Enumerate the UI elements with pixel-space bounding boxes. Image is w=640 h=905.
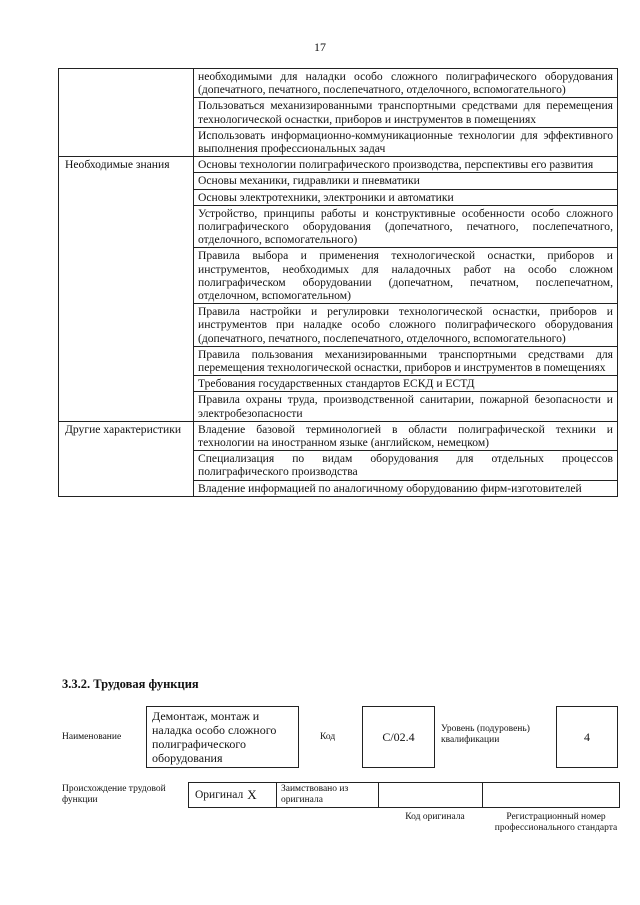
name-value: Демонтаж, монтаж и наладка особо сложного полиграфического оборудования — [146, 706, 299, 768]
row-text: Владение информацией по аналогичному оборудованию фирм-изготовителей — [194, 480, 618, 496]
origin-label: Происхождение трудовой функции — [62, 784, 166, 805]
origin-row — [188, 782, 620, 808]
row-text: Правила настройки и регулировки технологической оснастки, приборов и инструментов при наладке особо сложного полиграфического оборудования (допечатного, печатного, послепечатного, отделочного, вспомогательного) — [194, 304, 618, 347]
table-row — [59, 69, 618, 98]
row-text: Правила охраны труда, производственной санитарии, пожарной безопасности и электробезопасности — [194, 392, 618, 421]
page-number: 17 — [314, 40, 326, 54]
reg-number-cell — [482, 782, 620, 808]
row-text: Основы электротехники, электроники и автоматики — [194, 189, 618, 205]
code-label: Код — [320, 732, 336, 742]
row-text: Основы механики, гидравлики и пневматики — [194, 173, 618, 189]
section-title: 3.3.2. Трудовая функция — [62, 677, 199, 691]
knowledge-label: Необходимые знания — [59, 157, 194, 422]
row-text: Использовать информационно-коммуникационные технологии для эффективного выполнения профессиональных задач — [194, 127, 618, 156]
code-original-label: Код оригинала — [405, 812, 465, 822]
reg-number-label: Регистрационный номер профессионального стандарта — [494, 812, 618, 833]
origin-original-label: Оригинал — [195, 789, 244, 801]
other-characteristics-label: Другие характеристики — [59, 421, 194, 496]
origin-borrowed-cell: Заимствовано из оригинала — [276, 782, 379, 808]
row-text: Владение базовой терминологией в области полиграфической техники и технологии на иностранном языке (английском, немецком) — [194, 421, 618, 450]
row-text: Требования государственных стандартов ЕСКД и ЕСТД — [194, 376, 618, 392]
name-label: Наименование — [62, 732, 122, 742]
row-text: Правила пользования механизированными транспортными средствами для перемещения технологической оснастки, приборов и инструментов в помещениях — [194, 346, 618, 375]
row-text: необходимыми для наладки особо сложного полиграфического оборудования (допечатного, печатного, послепечатного, отделочного, вспомогательного) — [194, 69, 618, 98]
code-value: С/02.4 — [362, 706, 435, 768]
table-row — [59, 421, 618, 450]
code-original-cell — [378, 782, 483, 808]
table-row — [59, 157, 618, 173]
level-value: 4 — [556, 706, 618, 768]
requirements-table — [58, 68, 618, 497]
row-text: Основы технологии полиграфического производства, перспективы его развития — [194, 157, 618, 173]
row-text: Устройство, принципы работы и конструктивные особенности особо сложного полиграфического оборудования (допечатного, печатного, послепечатного, отделочного, вспомогательного) — [194, 205, 618, 248]
origin-original-cell — [188, 782, 277, 808]
row-text: Правила выбора и применения технологической оснастки, приборов и инструментов, необходимых для наладочных работ на особо сложном полиграфическом оборудовании (допечатном, печатном, послепечатном, отделочном, вспомогательном) — [194, 248, 618, 304]
origin-mark: X — [247, 787, 257, 802]
row-label — [59, 69, 194, 157]
level-label: Уровень (подуровень) квалификации — [441, 724, 530, 745]
row-text: Пользоваться механизированными транспортными средствами для перемещения технологической оснастки, приборов и инструментов в помещениях — [194, 98, 618, 127]
row-text: Специализация по видам оборудования для отдельных процессов полиграфического производства — [194, 451, 618, 480]
